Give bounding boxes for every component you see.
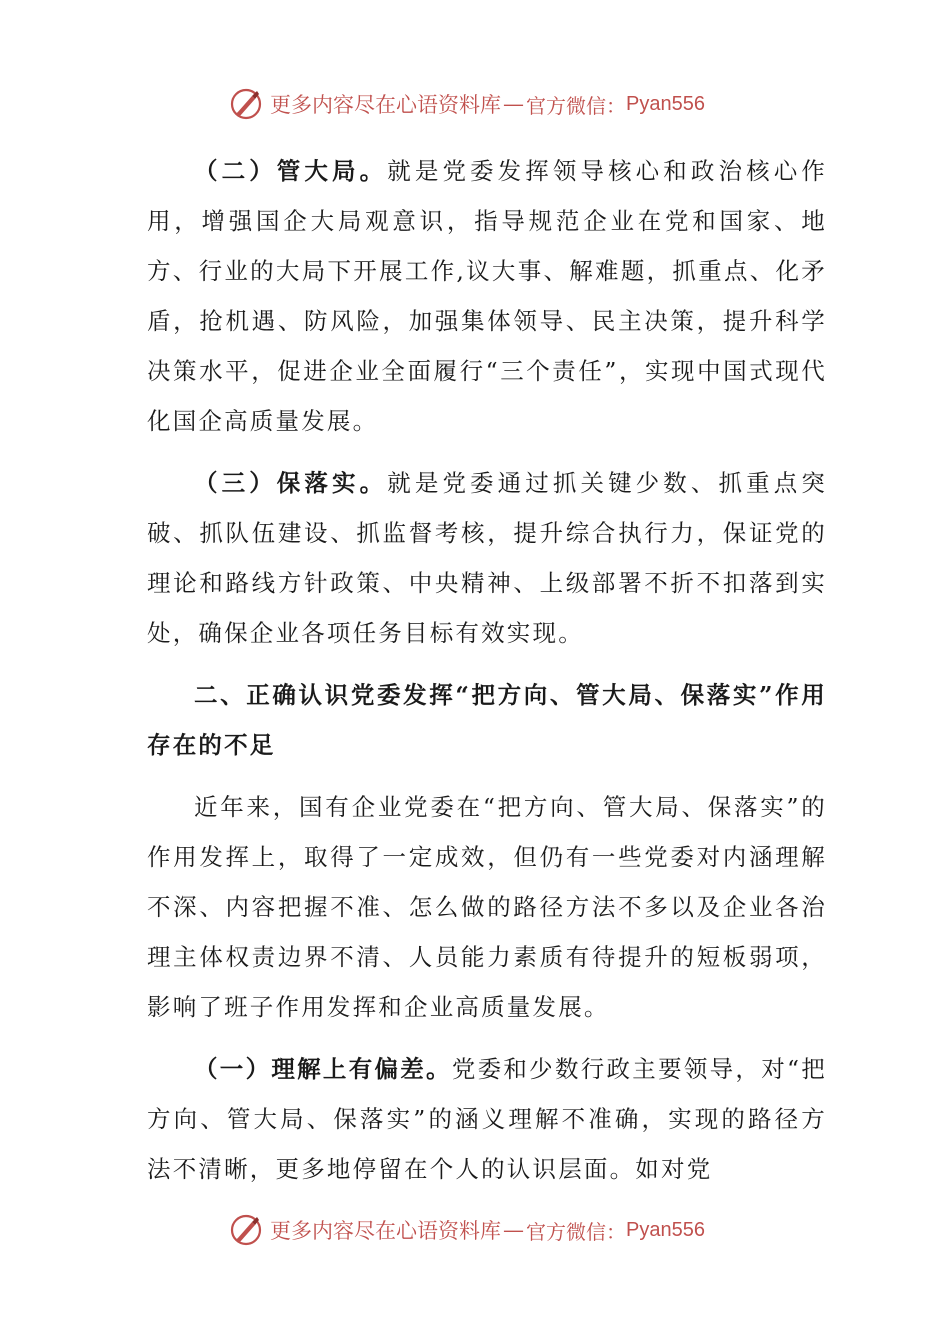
pen-circle-logo-icon bbox=[228, 1212, 264, 1248]
paragraph-text: 就是党委通过抓关键少数、抓重点突破、抓队伍建设、抓监督考核，提升综合执行力，保证党的理论和路线方针政策、中央精神、上级部署不折不扣落到实处，确保企业各项任务目标有效实现。 bbox=[147, 469, 827, 647]
watermark-wechat-label: 官方微信： bbox=[526, 93, 626, 118]
pen-circle-logo-icon bbox=[228, 86, 264, 122]
paragraph-lead: （三）保落实。 bbox=[194, 469, 388, 497]
header-watermark bbox=[228, 84, 748, 124]
watermark-wechat-label: 官方微信： bbox=[526, 1219, 626, 1244]
paragraph-understanding-deviation bbox=[147, 1044, 827, 1194]
paragraph-lead: （一）理解上有偏差。 bbox=[194, 1055, 452, 1083]
footer-watermark bbox=[228, 1210, 748, 1250]
watermark-wechat-id: Pyan556 bbox=[626, 92, 705, 115]
watermark-text: 更多内容尽在心语资料库 bbox=[270, 1219, 501, 1243]
document-body bbox=[147, 146, 827, 1194]
paragraph-text: 就是党委发挥领导核心和政治核心作用，增强国企大局观意识，指导规范企业在党和国家、地方、行业的大局下开展工作,议大事、解难题，抓重点、化矛盾，抢机遇、防风险，加强集体领导、民主决策，提升科学决策水平，促进企业全面履行“三个责任”，实现中国式现代化国企高质量发展。 bbox=[147, 157, 827, 435]
paragraph-manage-overall bbox=[147, 146, 827, 446]
paragraph-ensure-implementation bbox=[147, 458, 827, 658]
watermark-text: 更多内容尽在心语资料库 bbox=[270, 93, 501, 117]
section-heading: 二、正确认识党委发挥“把方向、管大局、保落实”作用存在的不足 bbox=[147, 681, 827, 759]
paragraph-recent-years bbox=[147, 782, 827, 1032]
paragraph-text: 党委和少数行政主要领导，对“把方向、管大局、保落实”的涵义理解不准确，实现的路径方法不清晰，更多地停留在个人的认识层面。如对党 bbox=[147, 1055, 827, 1183]
watermark-dash: — bbox=[503, 1218, 524, 1242]
watermark-dash: — bbox=[503, 92, 524, 116]
watermark-wechat-id: Pyan556 bbox=[626, 1218, 705, 1241]
paragraph-lead: （二）管大局。 bbox=[194, 157, 388, 185]
paragraph-text: 近年来，国有企业党委在“把方向、管大局、保落实”的作用发挥上，取得了一定成效，但仍有一些党委对内涵理解不深、内容把握不准、怎么做的路径方法不多以及企业各治理主体权责边界不清、人员能力素质有待提升的短板弱项，影响了班子作用发挥和企业高质量发展。 bbox=[147, 793, 827, 1021]
